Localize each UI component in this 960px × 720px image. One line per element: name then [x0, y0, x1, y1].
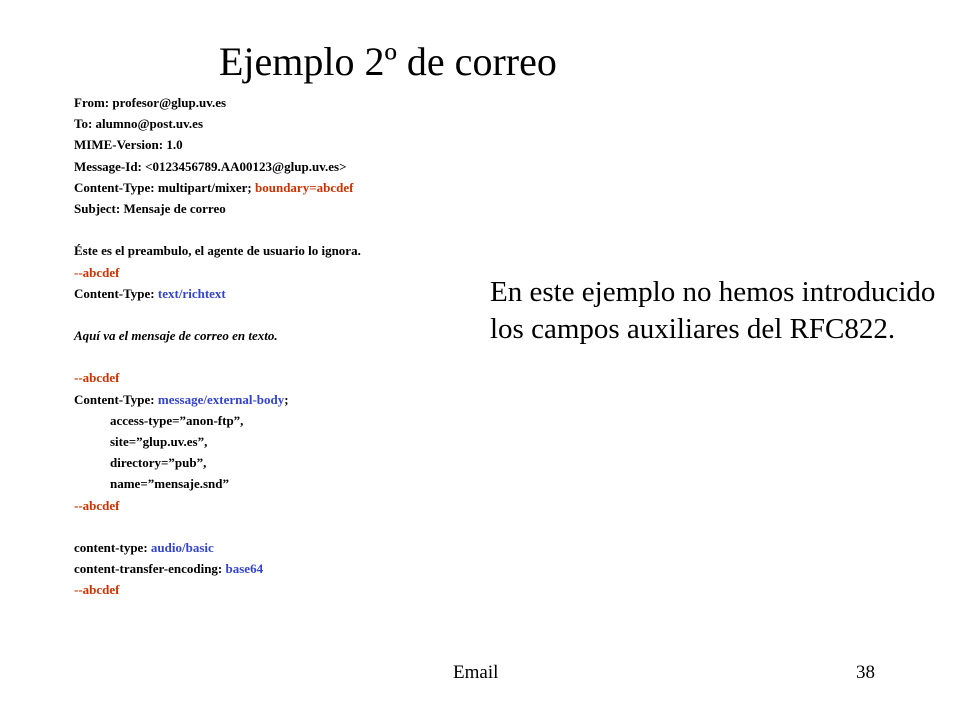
footer-label: Email — [453, 662, 499, 683]
blank-line — [74, 219, 361, 240]
param-access-type: access-type=”anon-ftp”, — [110, 412, 244, 428]
param-directory: directory=”pub”, — [110, 455, 207, 471]
header-subject: Subject: Mensaje de correo — [74, 200, 226, 216]
content-type-suffix: ; — [284, 391, 289, 407]
boundary-marker: --abcdef — [74, 497, 120, 513]
part2-content-type — [74, 389, 361, 410]
preamble: Éste es el preambulo, el agente de usuario lo ignora. — [74, 243, 361, 259]
boundary-parameter: boundary=abcdef — [255, 179, 354, 195]
content-type-value: message/external-body — [157, 391, 285, 407]
content-type-value: text/richtext — [157, 285, 226, 301]
part3-content-type — [74, 537, 361, 558]
blank-line — [74, 516, 361, 537]
part1-body-text: Aquí va el mensaje de correo en texto. — [74, 328, 278, 344]
header-message-id: Message-Id: <0123456789.AA00123@glup.uv.es> — [74, 158, 347, 174]
content-type-label: content-type: — [74, 539, 148, 555]
header-to: To: alumno@post.uv.es — [74, 116, 204, 132]
content-type-label: Content-Type: — [74, 285, 155, 301]
content-type-main: Content-Type: multipart/mixer; — [74, 179, 252, 195]
header-content-type — [74, 177, 361, 198]
boundary-marker: --abcdef — [74, 582, 120, 598]
transfer-encoding-value: base64 — [225, 561, 264, 577]
param-site: site=”glup.uv.es”, — [110, 434, 208, 449]
slide-title: Ejemplo 2º de correo — [219, 39, 557, 84]
part3-transfer-encoding — [74, 558, 361, 579]
header-from: From: profesor@glup.uv.es — [74, 95, 227, 110]
header-mime-version: MIME-Version: 1.0 — [74, 137, 183, 153]
blank-line — [74, 346, 361, 367]
boundary-marker: --abcdef — [74, 264, 120, 280]
transfer-encoding-label: content-transfer-encoding: — [74, 561, 223, 577]
boundary-marker: --abcdef — [74, 370, 120, 386]
part1-content-type — [74, 283, 361, 304]
explanation-note: En este ejemplo no hemos introducido los campos auxiliares del RFC822. — [490, 276, 936, 345]
email-message-example — [74, 92, 361, 601]
page-number: 38 — [856, 662, 875, 683]
content-type-label: Content-Type: — [74, 391, 155, 407]
content-type-value: audio/basic — [150, 539, 214, 555]
param-name: name=”mensaje.snd” — [110, 476, 229, 492]
blank-line — [74, 304, 361, 325]
